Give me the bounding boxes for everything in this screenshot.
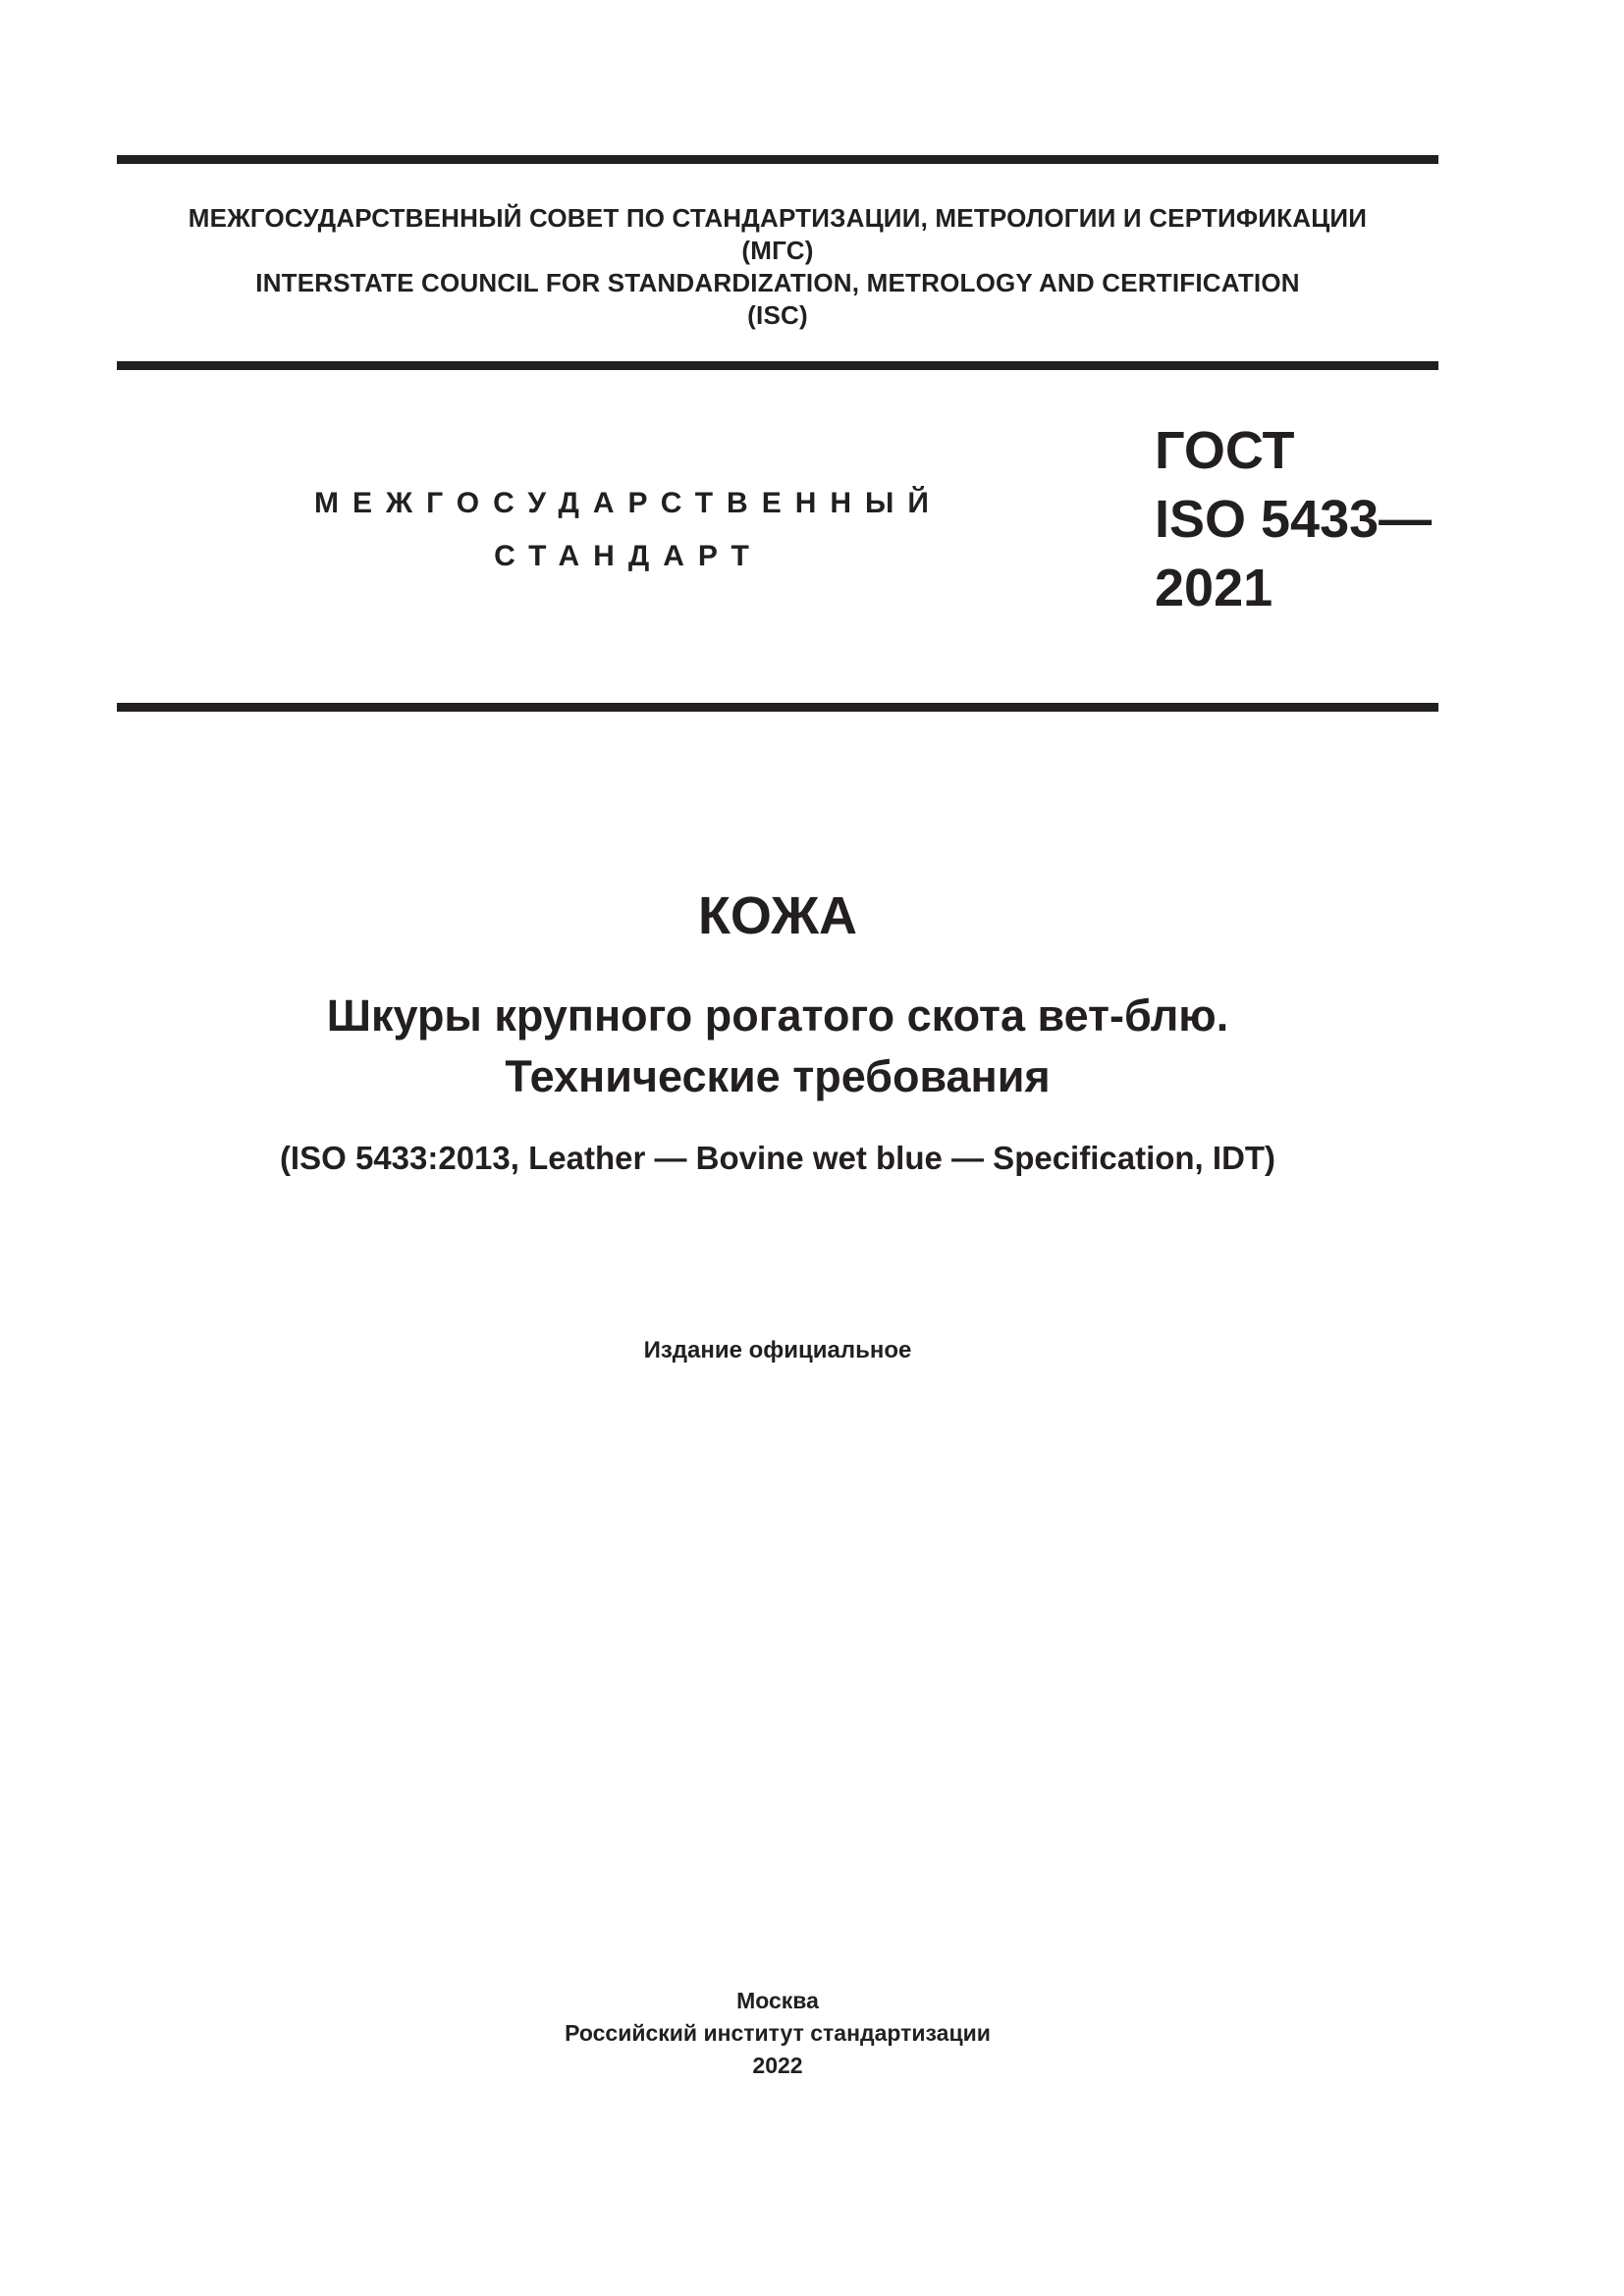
standard-type-line-2: СТАНДАРТ <box>494 540 763 572</box>
council-header <box>117 202 1438 332</box>
standard-designation <box>1155 416 1432 622</box>
imprint-publisher: Российский институт стандартизации <box>565 2020 991 2046</box>
document-subtitle <box>117 986 1438 1107</box>
subtitle-line-2: Технические требования <box>505 1051 1051 1101</box>
designation-line-1: ГОСТ <box>1155 421 1295 480</box>
top-divider-rule <box>117 155 1438 164</box>
council-name-en: INTERSTATE COUNCIL FOR STANDARDIZATION, METROLOGY AND CERTIFICATION <box>255 268 1300 297</box>
standard-type-line-1: МЕЖГОСУДАРСТВЕННЫЙ <box>314 487 943 519</box>
designation-divider-rule <box>117 703 1438 712</box>
council-abbr-ru: (МГС) <box>741 236 814 265</box>
publisher-imprint <box>117 1985 1438 2082</box>
header-divider-rule <box>117 361 1438 370</box>
iso-reference: (ISO 5433:2013, Leather — Bovine wet blue — Specification, IDT) <box>279 1140 1276 1176</box>
standard-type-label <box>295 477 962 583</box>
imprint-year: 2022 <box>752 2053 803 2078</box>
designation-line-3: 2021 <box>1155 559 1273 617</box>
edition-label: Издание официальное <box>643 1337 912 1363</box>
imprint-city: Москва <box>736 1988 819 2013</box>
subtitle-line-1: Шкуры крупного рогатого скота вет-блю. <box>326 990 1229 1041</box>
council-abbr-en: (ISC) <box>747 300 808 330</box>
designation-line-2: ISO 5433— <box>1155 490 1433 549</box>
council-name-ru: МЕЖГОСУДАРСТВЕННЫЙ СОВЕТ ПО СТАНДАРТИЗАЦИИ, МЕТРОЛОГИИ И СЕРТИФИКАЦИИ <box>188 203 1368 233</box>
document-main-title: КОЖА <box>697 886 858 945</box>
